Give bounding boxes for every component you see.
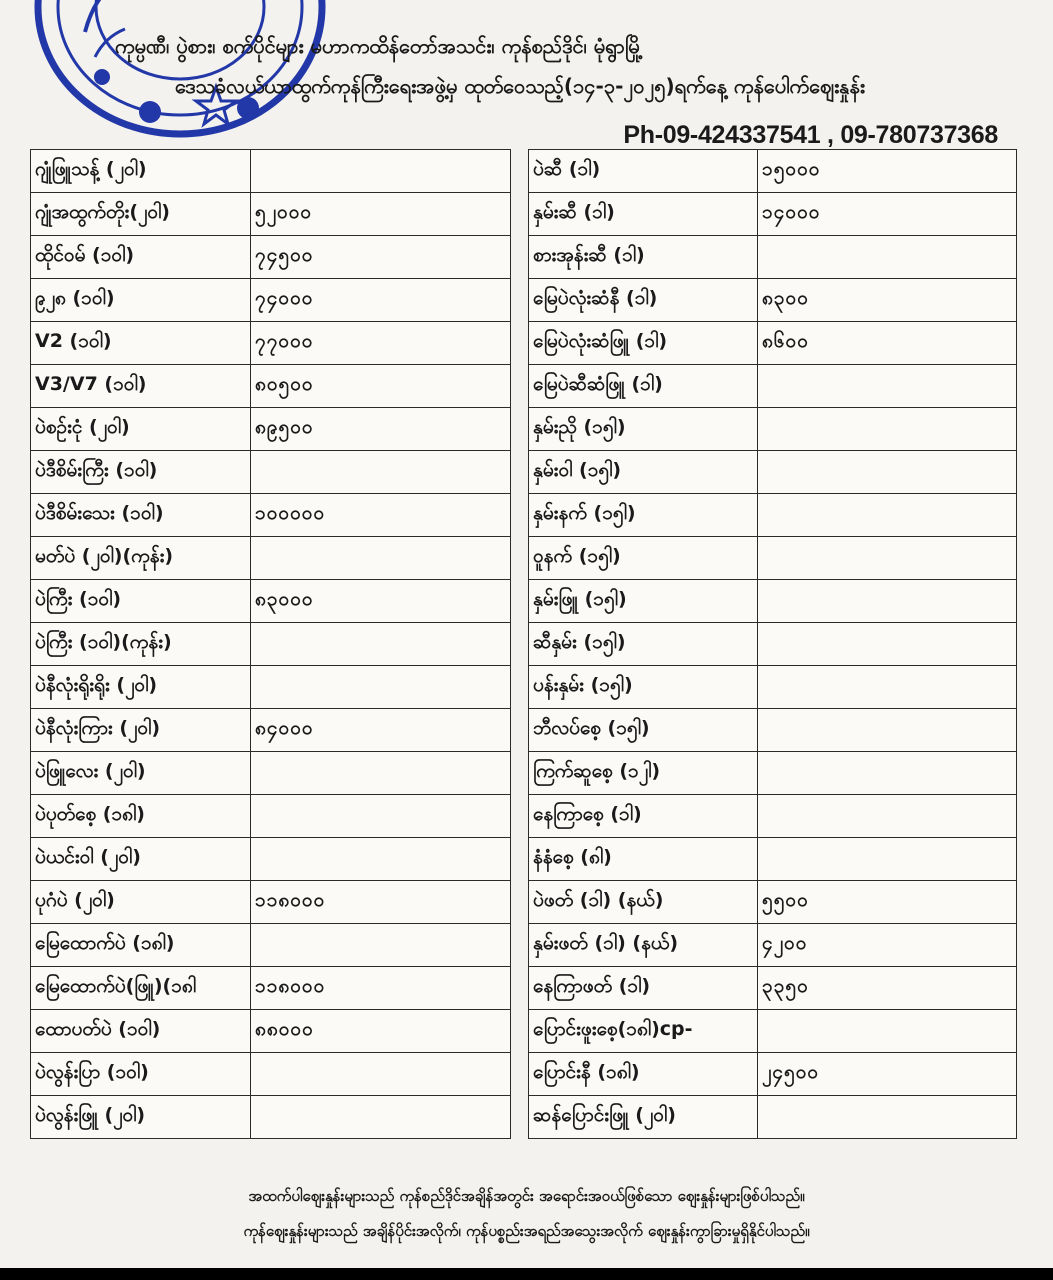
commodity-name: ပဲဖတ် (၁ါ) (နယ်) [529, 881, 758, 924]
table-row [31, 193, 511, 236]
commodity-name: ပဲဖြူလေး (၂၀ါ) [31, 752, 251, 795]
table-row [529, 494, 1017, 537]
table-row [31, 752, 511, 795]
commodity-name: ပဲပုတ်စေ့ (၁၈ါ) [31, 795, 251, 838]
commodity-price: ၁၄၀၀၀ [758, 193, 1017, 236]
table-row [529, 451, 1017, 494]
commodity-name: ပုဂံပဲ (၂၀ါ) [31, 881, 251, 924]
footer-note-1: အထက်ပါဈေးနှုန်းများသည် ကုန်စည်ဒိုင်အချိန်အတွင်း အရောင်းအဝယ်ဖြစ်သော ဈေးနှုန်းများဖြစ်ပါသည်။ [248, 1187, 805, 1205]
table-row [529, 795, 1017, 838]
commodity-price [758, 236, 1017, 279]
commodity-price [758, 1096, 1017, 1139]
table-row [31, 666, 511, 709]
table-row [31, 537, 511, 580]
commodity-name: ဝူနက် (၁၅ါ) [529, 537, 758, 580]
commodity-price: ၃၃၅၀ [758, 967, 1017, 1010]
commodity-price: ၁၁၈၀၀၀ [251, 881, 511, 924]
header [115, 26, 1045, 106]
left-price-table [30, 149, 511, 1139]
bottom-bar [0, 1268, 1053, 1280]
table-row [529, 580, 1017, 623]
table-row [31, 838, 511, 881]
commodity-name: မြေပဲလုံးဆံဖြူ (၁ါ) [529, 322, 758, 365]
commodity-price [758, 494, 1017, 537]
table-row [529, 150, 1017, 193]
commodity-price [251, 666, 511, 709]
commodity-name: ပဲကြီး (၁၀ါ) [31, 580, 251, 623]
right-price-table [528, 149, 1017, 1139]
commodity-price [758, 451, 1017, 494]
commodity-name: ပဲကြီး (၁၀ါ)(ကုန်း) [31, 623, 251, 666]
table-row [529, 1010, 1017, 1053]
commodity-name: ဆန်ပြောင်းဖြူ (၂၀ါ) [529, 1096, 758, 1139]
commodity-name: ဂျုံဖြူသန့် (၂၀ါ) [31, 150, 251, 193]
commodity-name: ဘီလပ်စေ့ (၁၅ါ) [529, 709, 758, 752]
commodity-name: ပဲဒီစိမ်းသေး (၁၀ါ) [31, 494, 251, 537]
commodity-price [251, 838, 511, 881]
commodity-name: စားအုန်းဆီ (၁ါ) [529, 236, 758, 279]
commodity-price [251, 623, 511, 666]
commodity-name: မတ်ပဲ (၂၀ါ)(ကုန်း) [31, 537, 251, 580]
table-row [529, 193, 1017, 236]
table-row [529, 881, 1017, 924]
table-row [529, 279, 1017, 322]
commodity-price [758, 365, 1017, 408]
commodity-price: ၁၁၈၀၀၀ [251, 967, 511, 1010]
commodity-name: နှမ်းဆီ (၁ါ) [529, 193, 758, 236]
commodity-name: နေကြာစေ့ (၁ါ) [529, 795, 758, 838]
commodity-name: နှမ်းဖြူ (၁၅ါ) [529, 580, 758, 623]
commodity-name: ပန်းနှမ်း (၁၅ါ) [529, 666, 758, 709]
commodity-name: ပဲနီလုံးကြား (၂၀ါ) [31, 709, 251, 752]
table-row [529, 1053, 1017, 1096]
commodity-name: မြေပဲဆီဆံဖြူ (၁ါ) [529, 365, 758, 408]
commodity-name: ဂျုံအထွက်တိုး(၂၀ါ) [31, 193, 251, 236]
table-row [31, 365, 511, 408]
table-row [31, 623, 511, 666]
commodity-name: နှမ်းနက် (၁၅ါ) [529, 494, 758, 537]
table-row [529, 365, 1017, 408]
table-row [529, 236, 1017, 279]
commodity-name: ပဲလွန်းဖြူ (၂၀ါ) [31, 1096, 251, 1139]
commodity-name: နှမ်းဖတ် (၁ါ) (နယ်) [529, 924, 758, 967]
table-row [529, 666, 1017, 709]
commodity-price [251, 752, 511, 795]
commodity-name: ပဲစဉ်းငုံ (၂၀ါ) [31, 408, 251, 451]
table-row [529, 623, 1017, 666]
table-row [31, 451, 511, 494]
commodity-name: ပဲဆီ (၁ါ) [529, 150, 758, 193]
commodity-price [251, 795, 511, 838]
commodity-price [251, 451, 511, 494]
table-row [529, 967, 1017, 1010]
header-subtitle-line: ဒေသခံလယ်ယာထွက်ကုန်ကြီးရေးအဖွဲ့မှ ထုတ်ဝေသည့်(၁၄-၃-၂၀၂၅)ရက်နေ့ ကုန်ပေါက်ဈေးနှုန်း [175, 74, 865, 98]
table-row [31, 1010, 511, 1053]
commodity-price: ၈၆၀၀ [758, 322, 1017, 365]
commodity-name: V3/V7 (၁၀ါ) [31, 365, 251, 408]
commodity-price [251, 924, 511, 967]
table-row [31, 150, 511, 193]
table-row [31, 795, 511, 838]
table-row [31, 322, 511, 365]
table-row [31, 408, 511, 451]
commodity-price [251, 1096, 511, 1139]
commodity-price [758, 838, 1017, 881]
commodity-price: ၈၃၀၀ [758, 279, 1017, 322]
commodity-name: ပဲယင်းဝါ (၂၀ါ) [31, 838, 251, 881]
commodity-name: ပဲလွန်းပြာ (၁၀ါ) [31, 1053, 251, 1096]
commodity-price [758, 408, 1017, 451]
commodity-name: ၉၂၈ (၁၀ါ) [31, 279, 251, 322]
commodity-price: ၁၀၀၀၀၀ [251, 494, 511, 537]
table-row [529, 1096, 1017, 1139]
commodity-price [758, 709, 1017, 752]
commodity-price: ၅၅၀၀ [758, 881, 1017, 924]
commodity-name: ကြက်ဆူစေ့ (၁၂ါ) [529, 752, 758, 795]
table-row [31, 1096, 511, 1139]
table-row [529, 709, 1017, 752]
commodity-price: ၈၉၅၀၀ [251, 408, 511, 451]
commodity-name: ပြောင်းနီ (၁၈ါ) [529, 1053, 758, 1096]
commodity-name: ပဲဒီစိမ်းကြီး (၁၀ါ) [31, 451, 251, 494]
table-row [529, 322, 1017, 365]
table-row [31, 494, 511, 537]
table-row [31, 967, 511, 1010]
commodity-price [758, 752, 1017, 795]
commodity-name: နှမ်းဝါ (၁၅ါ) [529, 451, 758, 494]
commodity-price [251, 537, 511, 580]
commodity-name: နှမ်းညို (၁၅ါ) [529, 408, 758, 451]
table-row [529, 924, 1017, 967]
table-row [31, 236, 511, 279]
commodity-name: ဆီနှမ်း (၁၅ါ) [529, 623, 758, 666]
commodity-price: ၅၂၀၀၀ [251, 193, 511, 236]
table-row [529, 537, 1017, 580]
commodity-price [758, 537, 1017, 580]
table-row [529, 838, 1017, 881]
commodity-price [758, 666, 1017, 709]
commodity-name: ပဲနီလုံးရိုးရိုး (၂၀ါ) [31, 666, 251, 709]
commodity-name: ထောပတ်ပဲ (၁၀ါ) [31, 1010, 251, 1053]
commodity-name: မြေပဲလုံးဆံနီ (၁ါ) [529, 279, 758, 322]
commodity-name: မြေထောက်ပဲ (၁၈ါ) [31, 924, 251, 967]
header-title-line: ကုမ္ပဏီ၊ ပွဲစား၊ စက်ပိုင်များ မဟာကထိန်တော်အသင်း၊ ကုန်စည်ဒိုင်၊ မုံရွာမြို့ [115, 34, 643, 58]
commodity-price: ၈၀၅၀၀ [251, 365, 511, 408]
commodity-price: ၇၄၀၀၀ [251, 279, 511, 322]
footer-note-2: ကုန်ဈေးနှုန်းများသည် အချိန်ပိုင်းအလိုက်၊ ကုန်ပစ္စည်းအရည်အသွေးအလိုက် ဈေးနှုန်းကွာခြားမှုရှိနိုင်ပါသည်။ [243, 1222, 810, 1240]
commodity-price [758, 580, 1017, 623]
commodity-name: ထိုင်ဝမ် (၁၀ါ) [31, 236, 251, 279]
table-row [31, 881, 511, 924]
commodity-price: ၈၈၀၀၀ [251, 1010, 511, 1053]
commodity-price: ၇၄၅၀၀ [251, 236, 511, 279]
commodity-price [758, 795, 1017, 838]
phone-numbers: Ph-09-424337541 , 09-780737368 [623, 121, 998, 149]
commodity-price [758, 623, 1017, 666]
commodity-name: ပြောင်းဖူးစေ့(၁၈ါ)cp- [529, 1010, 758, 1053]
commodity-price: ၁၅၀၀၀ [758, 150, 1017, 193]
commodity-price: ၂၄၅၀၀ [758, 1053, 1017, 1096]
commodity-price: ၈၄၀၀၀ [251, 709, 511, 752]
commodity-name: V2 (၁၀ါ) [31, 322, 251, 365]
commodity-name: နံနံစေ့ (၈ါ) [529, 838, 758, 881]
table-row [31, 924, 511, 967]
commodity-price [251, 1053, 511, 1096]
commodity-price [251, 150, 511, 193]
table-row [31, 580, 511, 623]
commodity-price [758, 1010, 1017, 1053]
table-row [31, 709, 511, 752]
table-row [529, 752, 1017, 795]
commodity-name: မြေထောက်ပဲ(ဖြူ)(၁၈ါ [31, 967, 251, 1010]
commodity-price: ၈၃၀၀၀ [251, 580, 511, 623]
table-row [529, 408, 1017, 451]
table-row [31, 1053, 511, 1096]
commodity-price: ၄၂၀၀ [758, 924, 1017, 967]
commodity-price: ၇၇၀၀၀ [251, 322, 511, 365]
commodity-name: နေကြာဖတ် (၁ါ) [529, 967, 758, 1010]
table-row [31, 279, 511, 322]
